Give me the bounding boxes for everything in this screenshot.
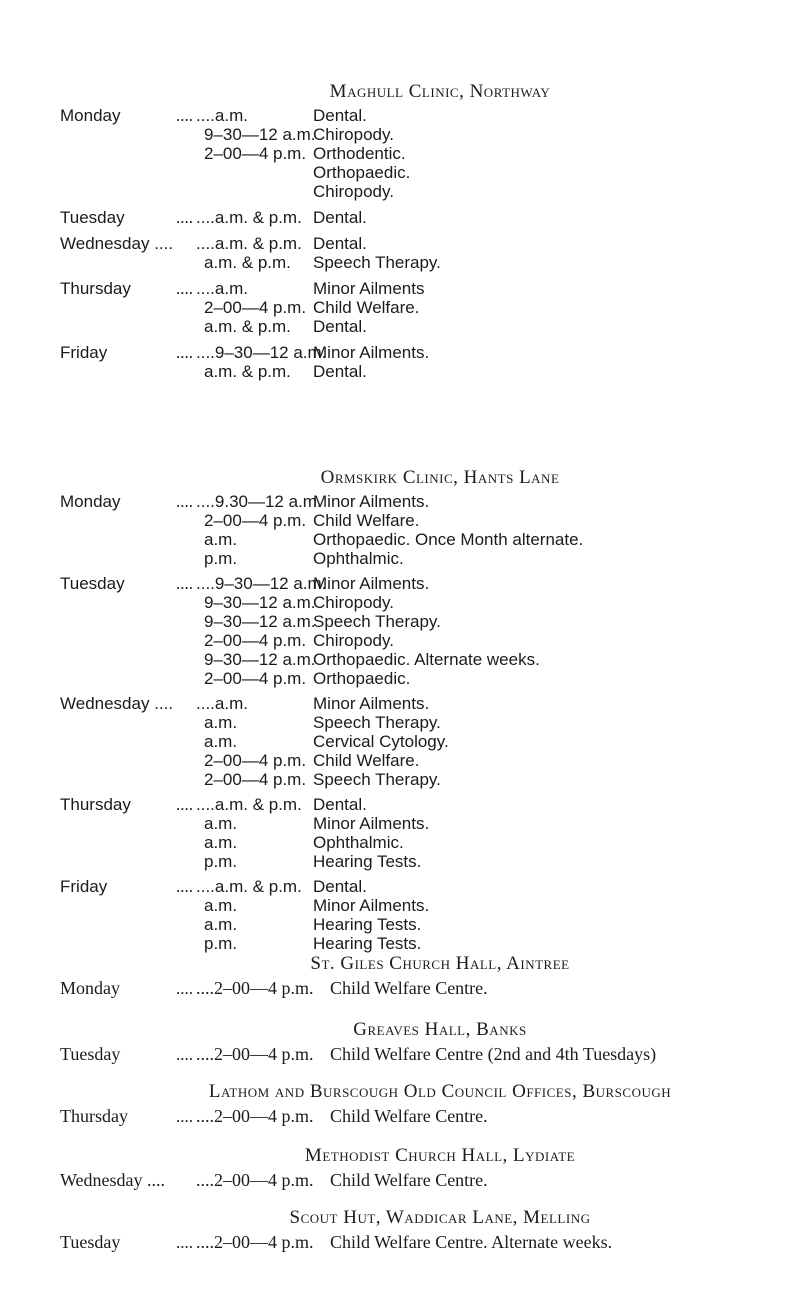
service-name: Child Welfare Centre. — [330, 1106, 488, 1126]
service-name: Hearing Tests. — [313, 915, 422, 934]
day-label: Tuesday — [60, 1044, 121, 1064]
service-name: Child Welfare Centre (2nd and 4th Tuesdays) — [330, 1044, 657, 1064]
schedule-day-group — [0, 343, 800, 381]
session-time: 2–00—4 p.m. — [204, 298, 307, 317]
day-label: Friday — [60, 877, 108, 896]
session-time: a.m. & p.m. — [204, 362, 291, 381]
leader-dots: .... — [176, 106, 193, 125]
service-name: Dental. — [313, 234, 367, 253]
leader-dots: .... — [176, 979, 193, 998]
leader-dots: .... — [176, 343, 193, 362]
leader-dots: .... — [176, 877, 193, 896]
service-name: Minor Ailments. — [313, 814, 430, 833]
session-time: ....a.m. & p.m. — [196, 208, 302, 227]
day-label: Wednesday .... — [60, 694, 174, 713]
leader-dots: .... — [176, 1107, 193, 1126]
service-name: Minor Ailments — [313, 279, 425, 298]
day-label: Thursday — [60, 1106, 128, 1126]
session-time: a.m. — [204, 896, 238, 915]
section-st-giles — [0, 952, 800, 998]
session-time: 2–00—4 p.m. — [204, 770, 307, 789]
service-name: Speech Therapy. — [313, 612, 441, 631]
schedule-day-group — [0, 279, 800, 336]
schedule-day-group — [0, 492, 800, 568]
leader-dots: .... — [176, 208, 193, 227]
session-time: 9–30—12 a.m. — [204, 612, 316, 631]
session-time: p.m. — [204, 934, 238, 953]
service-name: Dental. — [313, 208, 367, 227]
service-name: Child Welfare. — [313, 751, 420, 770]
day-label: Monday — [60, 492, 121, 511]
session-time: 2–00—4 p.m. — [204, 669, 307, 688]
session-time: ....9.30—12 a.m. — [196, 492, 322, 511]
service-name: Child Welfare. — [313, 511, 420, 530]
session-time: a.m. — [204, 833, 238, 852]
service-name: Orthopaedic. — [313, 163, 411, 182]
service-name: Child Welfare Centre. — [330, 1170, 488, 1190]
session-time: ....a.m. — [196, 694, 248, 713]
leader-dots: .... — [176, 492, 193, 511]
service-name: Orthodentic. — [313, 144, 406, 163]
service-name: Cervical Cytology. — [313, 732, 449, 751]
session-time: a.m. — [204, 814, 238, 833]
session-time: ....2–00—4 p.m. — [196, 978, 314, 998]
service-name: Speech Therapy. — [313, 713, 441, 732]
day-label: Friday — [60, 343, 108, 362]
service-name: Chiropody. — [313, 593, 394, 612]
session-time: ....2–00—4 p.m. — [196, 1170, 314, 1190]
day-label: Monday — [60, 106, 121, 125]
service-name: Ophthalmic. — [313, 549, 404, 568]
service-name: Chiropody. — [313, 631, 394, 650]
session-time: a.m. & p.m. — [204, 253, 291, 272]
session-time: ....2–00—4 p.m. — [196, 1044, 314, 1064]
session-time: a.m. — [204, 915, 238, 934]
section-heading: St. Giles Church Hall, Aintree — [310, 953, 570, 974]
service-name: Chiropody. — [313, 125, 394, 144]
session-time: a.m. — [204, 713, 238, 732]
schedule-day-group — [0, 234, 800, 272]
session-time: ....a.m. & p.m. — [196, 234, 302, 253]
day-label: Monday — [60, 978, 120, 998]
schedule-day-group — [0, 106, 800, 201]
service-name: Ophthalmic. — [313, 833, 404, 852]
service-name: Minor Ailments. — [313, 694, 430, 713]
session-time: 2–00—4 p.m. — [204, 751, 307, 770]
service-name: Dental. — [313, 362, 367, 381]
service-name: Minor Ailments. — [313, 574, 430, 593]
service-name: Chiropody. — [313, 182, 394, 201]
session-time: a.m. — [204, 732, 238, 751]
service-name: Dental. — [313, 106, 367, 125]
session-time: p.m. — [204, 852, 238, 871]
leader-dots: .... — [176, 795, 193, 814]
session-time: ....9–30—12 a.m. — [196, 574, 327, 593]
section-ormskirk-clinic — [0, 466, 800, 953]
service-name: Orthopaedic. — [313, 669, 411, 688]
day-label: Tuesday — [60, 574, 125, 593]
day-label: Tuesday — [60, 208, 125, 227]
section-methodist-hall — [0, 1144, 800, 1190]
session-time: ....a.m. — [196, 106, 248, 125]
service-name: Hearing Tests. — [313, 852, 422, 871]
session-time: ....a.m. & p.m. — [196, 877, 302, 896]
section-heading: Scout Hut, Waddicar Lane, Melling — [289, 1207, 591, 1228]
session-time: ....9–30—12 a.m. — [196, 343, 327, 362]
schedule-day-group — [0, 208, 800, 227]
session-time: p.m. — [204, 549, 238, 568]
schedule-day-group — [0, 694, 800, 789]
section-lathom-burscough — [0, 1080, 800, 1126]
session-time: ....a.m. & p.m. — [196, 795, 302, 814]
session-time: ....a.m. — [196, 279, 248, 298]
section-heading: Ormskirk Clinic, Hants Lane — [320, 467, 560, 488]
session-time: a.m. & p.m. — [204, 317, 291, 336]
session-time: 9–30—12 a.m. — [204, 125, 316, 144]
service-name: Child Welfare. — [313, 298, 420, 317]
session-time: 2–00—4 p.m. — [204, 631, 307, 650]
schedule-day-group — [0, 877, 800, 953]
service-name: Minor Ailments. — [313, 896, 430, 915]
leader-dots: .... — [176, 1233, 193, 1252]
day-label: Wednesday .... — [60, 234, 174, 253]
session-time: ....2–00—4 p.m. — [196, 1232, 314, 1252]
service-name: Dental. — [313, 317, 367, 336]
day-label: Wednesday .... — [60, 1170, 166, 1190]
section-heading: Methodist Church Hall, Lydiate — [304, 1145, 576, 1166]
day-label: Thursday — [60, 279, 131, 298]
leader-dots: .... — [176, 279, 193, 298]
session-time: 9–30—12 a.m. — [204, 593, 316, 612]
leader-dots: .... — [176, 1045, 193, 1064]
service-name: Child Welfare Centre. Alternate weeks. — [330, 1232, 613, 1252]
section-scout-hut — [0, 1206, 800, 1252]
section-heading: Maghull Clinic, Northway — [329, 81, 551, 102]
service-name: Speech Therapy. — [313, 770, 441, 789]
service-name: Orthopaedic. Once Month alternate. — [313, 530, 584, 549]
session-time: ....2–00—4 p.m. — [196, 1106, 314, 1126]
day-label: Thursday — [60, 795, 131, 814]
session-time: 2–00—4 p.m. — [204, 511, 307, 530]
service-name: Dental. — [313, 795, 367, 814]
section-greaves-hall — [0, 1018, 800, 1064]
day-label: Tuesday — [60, 1232, 121, 1252]
service-name: Orthopaedic. Alternate weeks. — [313, 650, 540, 669]
service-name: Dental. — [313, 877, 367, 896]
section-maghull-clinic — [0, 80, 800, 381]
schedule-day-group — [0, 574, 800, 688]
service-name: Speech Therapy. — [313, 253, 441, 272]
section-heading: Greaves Hall, Banks — [353, 1019, 527, 1040]
session-time: 2–00—4 p.m. — [204, 144, 307, 163]
schedule-day-group — [0, 795, 800, 871]
session-time: a.m. — [204, 530, 238, 549]
leader-dots: .... — [176, 574, 193, 593]
service-name: Minor Ailments. — [313, 492, 430, 511]
service-name: Minor Ailments. — [313, 343, 430, 362]
section-heading: Lathom and Burscough Old Council Offices, Burscough — [208, 1081, 672, 1102]
session-time: 9–30—12 a.m. — [204, 650, 316, 669]
service-name: Hearing Tests. — [313, 934, 422, 953]
service-name: Child Welfare Centre. — [330, 978, 488, 998]
